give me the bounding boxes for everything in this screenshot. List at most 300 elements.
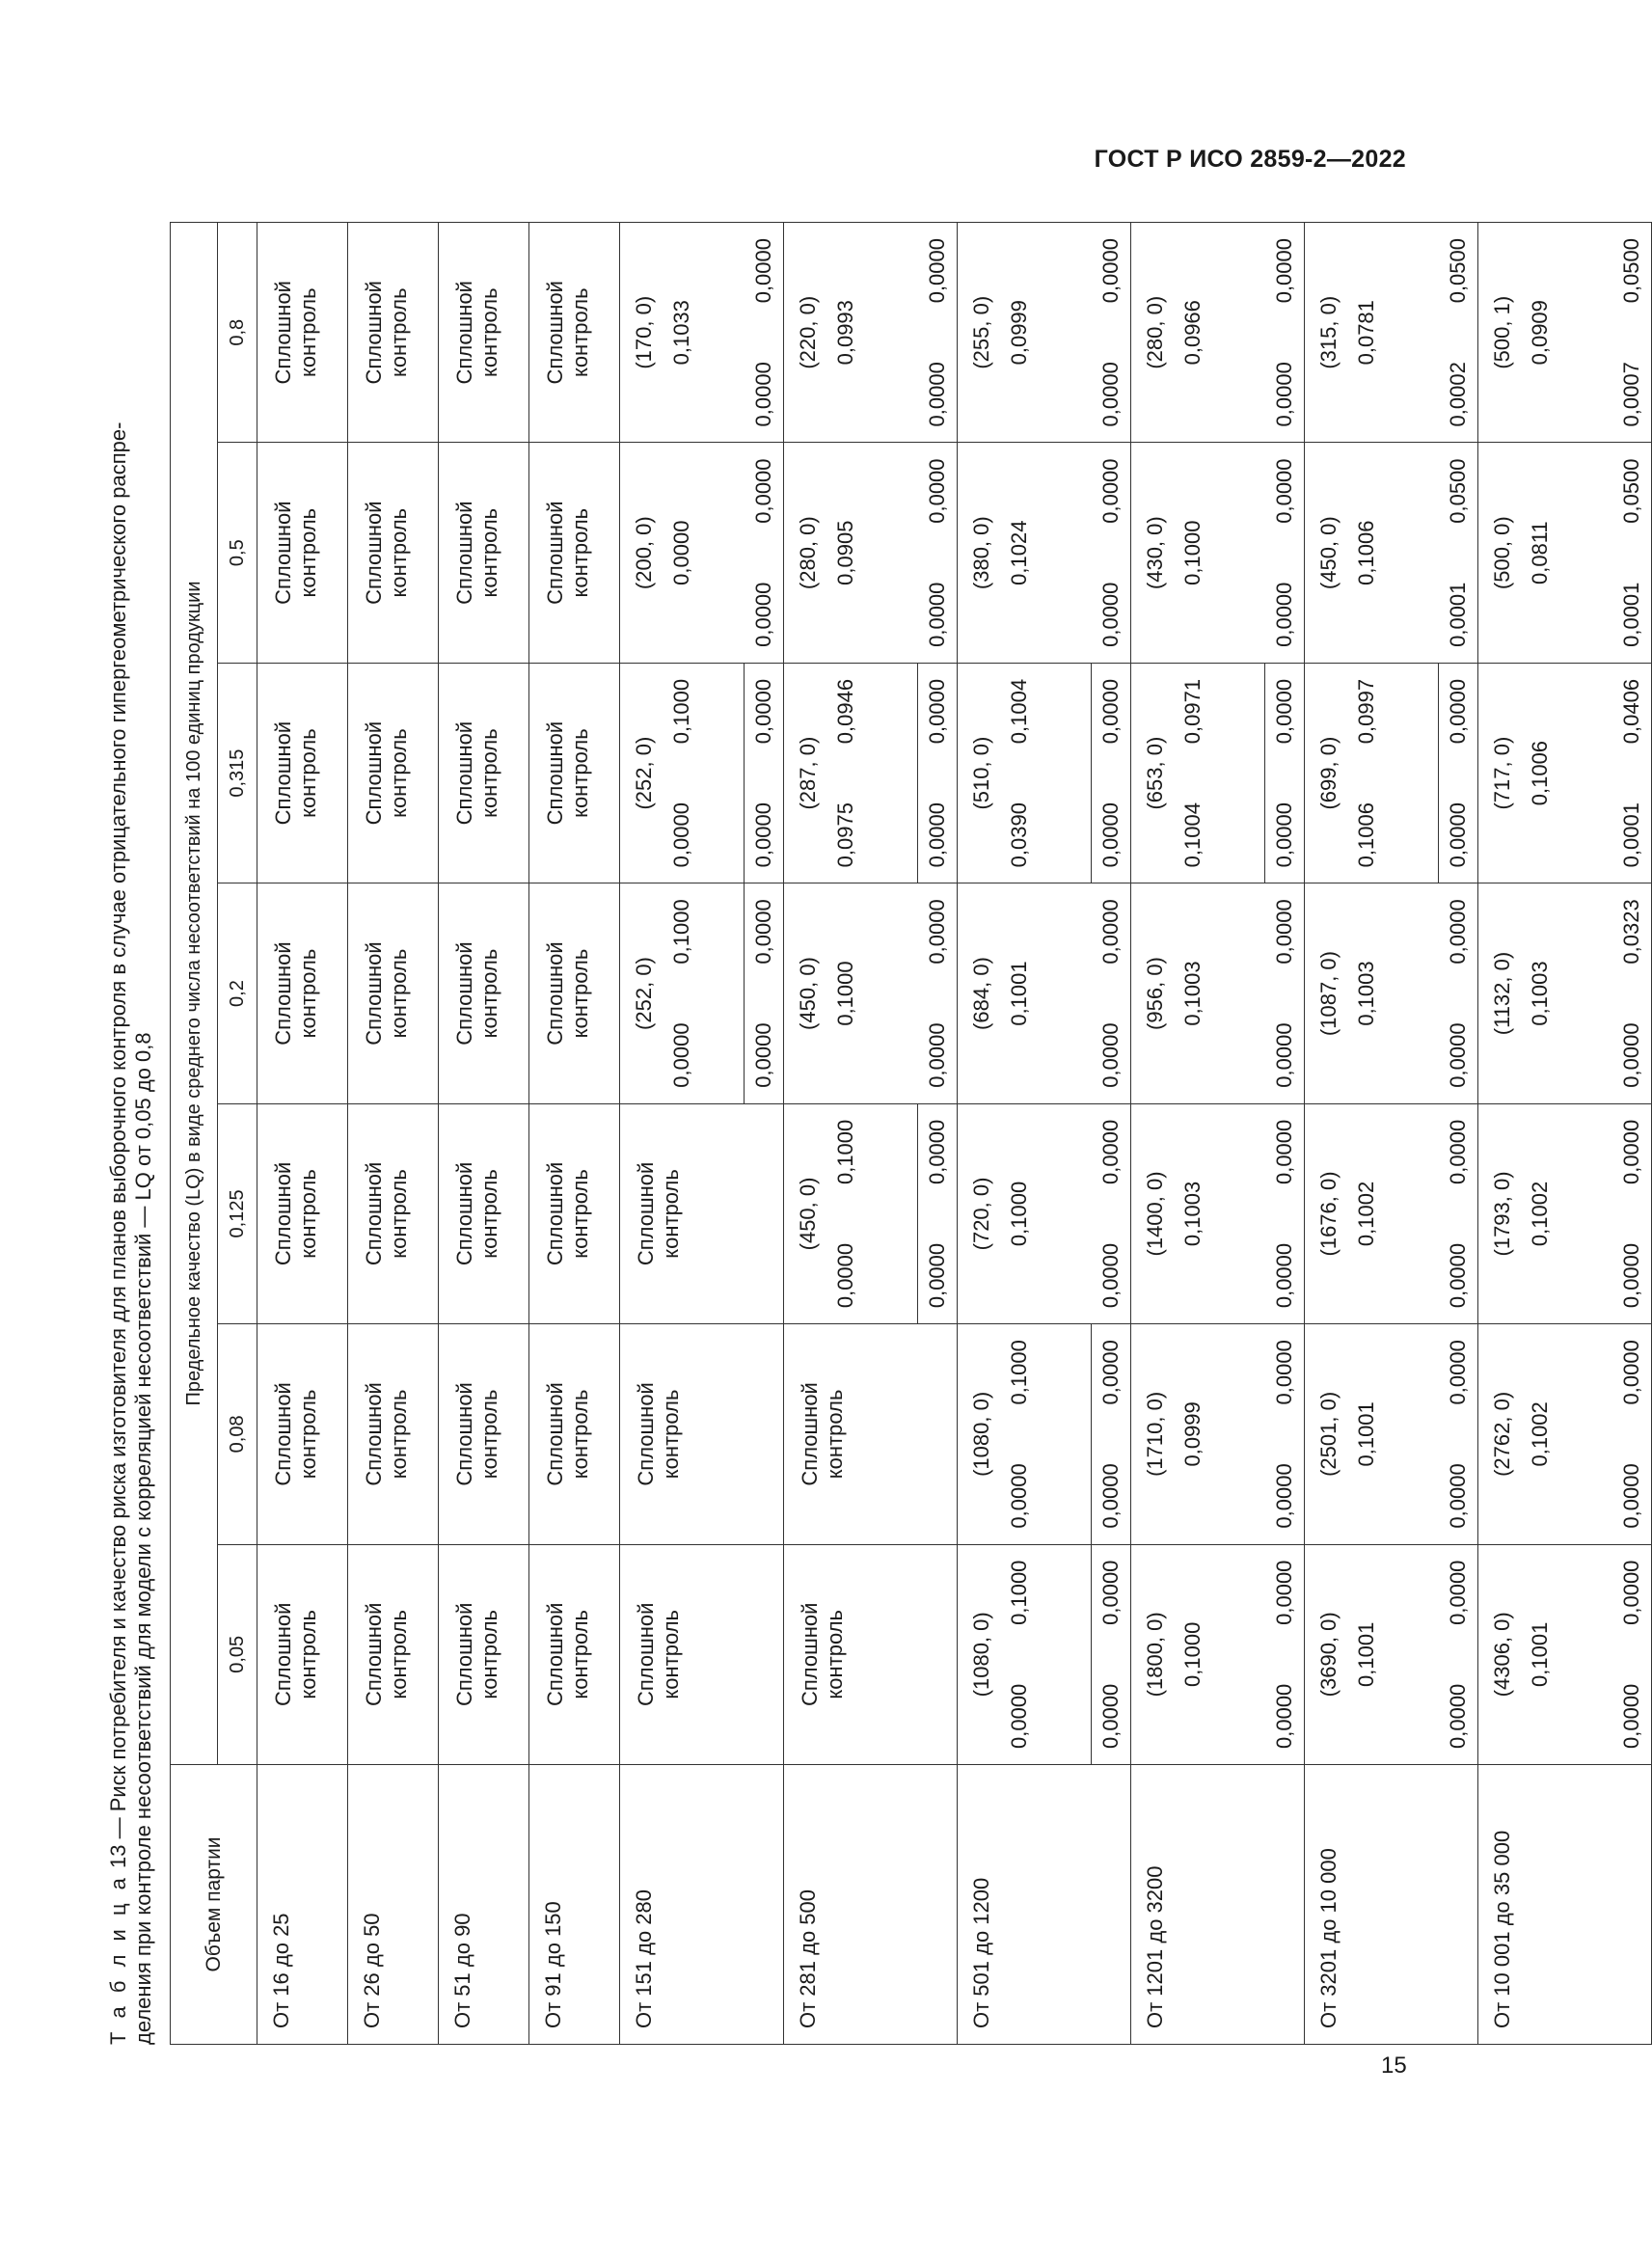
risk-value: 0,1006 xyxy=(1354,802,1378,868)
risk-values-low xyxy=(1264,664,1304,883)
risk-value: 0,0001 xyxy=(1619,582,1643,647)
risk-values-low xyxy=(1092,223,1130,442)
full-control-label xyxy=(529,1545,593,1764)
risk-value: 0,0905 xyxy=(833,520,857,585)
plan-cell xyxy=(620,223,784,443)
risk-value: 0,1003 xyxy=(1180,1181,1205,1247)
full-control-word-1: Сплошной xyxy=(452,281,476,385)
plan-cell xyxy=(784,1103,958,1323)
full-control-word-2: контроль xyxy=(296,507,320,598)
full-control-word-2: контроль xyxy=(823,1389,847,1480)
risk-values-mid xyxy=(1174,443,1212,662)
plan-cell xyxy=(439,443,529,663)
risk-value: 0,0000 xyxy=(1446,1119,1470,1185)
full-control-word-2: контроль xyxy=(387,1169,411,1259)
risk-value: 0,1004 xyxy=(1007,678,1031,745)
lq-column-header: 0,2 xyxy=(218,883,257,1103)
sampling-plan: (280, 0) xyxy=(796,516,820,590)
risk-value: 0,1001 xyxy=(1007,961,1031,1026)
risk-values-low xyxy=(744,883,783,1102)
full-control-label xyxy=(529,443,593,662)
risk-values-low xyxy=(745,223,783,442)
risk-value: 0,0966 xyxy=(1180,300,1205,366)
risk-values-mid xyxy=(1000,443,1039,662)
sampling-plan: (720, 0) xyxy=(969,1177,993,1251)
risk-values-low xyxy=(1439,1545,1477,1764)
risk-value: 0,0946 xyxy=(833,678,857,745)
risk-value: 0,1003 xyxy=(1354,961,1378,1026)
plan-cell xyxy=(348,883,439,1103)
risk-values-low xyxy=(1438,664,1477,883)
risk-values-low xyxy=(1265,1104,1304,1323)
risk-value: 0,0000 xyxy=(1272,1683,1296,1749)
full-control-label xyxy=(257,1104,321,1323)
full-control-label xyxy=(620,1324,684,1543)
sampling-plan: (1087, 0) xyxy=(1316,951,1341,1037)
risk-value: 0,0000 xyxy=(751,362,775,427)
risk-value: 0,0000 xyxy=(1272,1022,1296,1088)
risk-value: 0,0000 xyxy=(1446,899,1470,965)
sampling-plan: (956, 0) xyxy=(1143,957,1167,1030)
full-control-label xyxy=(257,664,321,883)
risk-value: 0,1003 xyxy=(1528,961,1552,1026)
risk-values-mid xyxy=(826,443,865,662)
full-control-word-1: Сплошной xyxy=(452,1382,476,1486)
full-control-word-2: контроль xyxy=(568,507,592,598)
plan-cell xyxy=(1305,883,1478,1103)
full-control-label xyxy=(439,1324,502,1543)
risk-value: 0,0000 xyxy=(1098,238,1123,304)
plan-cell xyxy=(257,443,348,663)
risk-value: 0,0909 xyxy=(1528,300,1552,366)
plan-cell xyxy=(784,1544,958,1764)
sampling-plan: (1800, 0) xyxy=(1143,1612,1167,1698)
full-control-word-2: контроль xyxy=(477,1169,501,1259)
risk-values-low xyxy=(1439,1104,1477,1323)
plan-cell xyxy=(620,1324,784,1544)
risk-value: 0,0000 xyxy=(1272,1340,1296,1405)
full-control-label xyxy=(529,883,593,1102)
risk-value: 0,0000 xyxy=(1446,1242,1470,1309)
risk-values-mid xyxy=(1347,1104,1386,1323)
lq-column-header: 0,8 xyxy=(218,223,257,443)
plan-cell xyxy=(958,443,1131,663)
full-control-word-2: контроль xyxy=(568,948,592,1039)
full-control-label xyxy=(439,1104,502,1323)
risk-values-low xyxy=(1265,223,1304,442)
sampling-plan: (252, 0) xyxy=(632,736,656,810)
full-control-word-1: Сплошной xyxy=(362,281,386,385)
risk-value: 0,0000 xyxy=(1272,678,1296,745)
plan-cell xyxy=(1305,443,1478,663)
risk-value: 0,0000 xyxy=(1619,1683,1643,1749)
risk-value: 0,0000 xyxy=(925,458,949,524)
caption-prefix: Т а б л и ц а xyxy=(106,1874,130,2045)
plan-cell xyxy=(620,1103,784,1323)
risk-value: 0,1002 xyxy=(1354,1181,1378,1247)
full-control-word-1: Сплошной xyxy=(362,501,386,605)
risk-value: 0,0000 xyxy=(669,1022,693,1088)
full-control-label xyxy=(529,1104,593,1323)
full-control-word-2: контроль xyxy=(477,948,501,1039)
standard-code: ГОСТ Р ИСО 2859-2—2022 xyxy=(1094,146,1406,173)
caption-line-1 xyxy=(106,222,131,2045)
risk-value: 0,0000 xyxy=(1098,1340,1123,1405)
plan-cell xyxy=(529,1103,620,1323)
risk-value: 0,1002 xyxy=(1528,1401,1552,1467)
risk-value: 0,0000 xyxy=(1272,802,1296,868)
risk-values-mid xyxy=(663,223,701,442)
sampling-plan: (699, 0) xyxy=(1316,736,1341,810)
lot-size-cell: От 16 до 25 xyxy=(257,1765,348,2045)
sampling-plan: (252, 0) xyxy=(632,957,656,1030)
risk-values-mid xyxy=(1521,1545,1559,1764)
risk-values-mid xyxy=(1174,1545,1212,1764)
full-control-label xyxy=(529,223,593,442)
table-row xyxy=(439,223,529,2045)
risk-value: 0,0000 xyxy=(751,1022,775,1088)
risk-value: 0,1006 xyxy=(1354,520,1378,585)
lq-column-header: 0,05 xyxy=(218,1544,257,1764)
sampling-plan: (1676, 0) xyxy=(1316,1171,1341,1257)
risk-value: 0,1000 xyxy=(1007,1560,1031,1625)
full-control-label xyxy=(620,1545,684,1764)
full-control-word-1: Сплошной xyxy=(271,1161,295,1266)
risk-values-low xyxy=(1091,664,1130,883)
risk-value: 0,0000 xyxy=(1619,1022,1643,1088)
plan-cell xyxy=(257,1324,348,1544)
full-control-word-1: Сплошной xyxy=(362,1161,386,1266)
lot-size-cell: От 26 до 50 xyxy=(348,1765,439,2045)
risk-value: 0,0000 xyxy=(751,582,775,647)
risk-value: 0,0000 xyxy=(751,899,775,965)
full-control-word-1: Сплошной xyxy=(271,1602,295,1707)
plan-cell xyxy=(439,1324,529,1544)
plan-cell xyxy=(620,663,784,883)
full-control-word-2: контроль xyxy=(659,1609,683,1699)
full-control-word-2: контроль xyxy=(387,287,411,378)
sampling-plan: (1400, 0) xyxy=(1143,1171,1167,1257)
risk-value: 0,1000 xyxy=(669,899,693,965)
risk-value: 0,0000 xyxy=(1272,362,1296,427)
risk-value: 0,0999 xyxy=(1180,1401,1205,1467)
sampling-plan: (220, 0) xyxy=(796,295,820,369)
risk-value: 0,0000 xyxy=(1272,1242,1296,1309)
table-row xyxy=(529,223,620,2045)
lq-column-header: 0,125 xyxy=(218,1103,257,1323)
table-row xyxy=(620,223,784,2045)
full-control-word-2: контроль xyxy=(296,1389,320,1480)
full-control-word-1: Сплошной xyxy=(271,1382,295,1486)
table-row xyxy=(1478,223,1652,2045)
full-control-word-1: Сплошной xyxy=(452,941,476,1046)
lq-column-header: 0,5 xyxy=(218,443,257,663)
risk-value: 0,0001 xyxy=(1446,582,1470,647)
risk-value: 0,0000 xyxy=(1098,582,1123,647)
plan-cell xyxy=(529,223,620,443)
risk-value: 0,0000 xyxy=(1446,1340,1470,1405)
lot-size-cell: От 281 до 500 xyxy=(784,1765,958,2045)
risk-values-low xyxy=(1612,1324,1651,1543)
plan-cell xyxy=(1478,883,1652,1103)
risk-values-mid xyxy=(1000,1324,1039,1543)
table-row xyxy=(784,223,958,2045)
lot-size-cell: От 151 до 280 xyxy=(620,1765,784,2045)
risk-values-low xyxy=(1612,664,1651,883)
risk-values-low xyxy=(1612,1104,1651,1323)
plan-cell xyxy=(439,1544,529,1764)
risk-values-low xyxy=(744,664,783,883)
risk-values-low xyxy=(1612,883,1651,1102)
risk-values-low xyxy=(1612,223,1651,442)
plan-cell xyxy=(620,443,784,663)
caption-line-2: деления при контроле несоответствий для модели с корреляцией несоответствий — LQ от 0,05 до 0,8 xyxy=(131,1032,155,2045)
full-control-word-2: контроль xyxy=(296,728,320,818)
risk-values-mid xyxy=(1174,1324,1212,1543)
risk-values-low xyxy=(1612,1545,1651,1764)
risk-value: 0,0000 xyxy=(1272,458,1296,524)
risk-value: 0,0971 xyxy=(1180,678,1205,745)
risk-values-mid xyxy=(1000,664,1039,883)
full-control-word-1: Сплошной xyxy=(452,1161,476,1266)
risk-value: 0,0000 xyxy=(1098,678,1123,745)
risk-values-low xyxy=(1091,1324,1130,1543)
full-control-label xyxy=(348,1324,412,1543)
plan-cell xyxy=(529,1324,620,1544)
risk-value: 0,1003 xyxy=(1180,961,1205,1026)
plan-cell xyxy=(784,443,958,663)
full-control-word-1: Сплошной xyxy=(798,1602,822,1707)
plan-cell xyxy=(1478,663,1652,883)
full-control-word-1: Сплошной xyxy=(452,501,476,605)
plan-cell xyxy=(1131,1103,1305,1323)
risk-value: 0,0000 xyxy=(751,678,775,745)
risk-value: 0,0000 xyxy=(925,1119,949,1185)
risk-value: 0,0000 xyxy=(1619,1119,1643,1185)
plan-cell xyxy=(958,1324,1131,1544)
plan-cell xyxy=(1478,223,1652,443)
sampling-plan: (1793, 0) xyxy=(1490,1171,1514,1257)
risk-values-mid xyxy=(1347,1324,1386,1543)
full-control-label xyxy=(439,443,502,662)
risk-values-mid xyxy=(663,443,701,662)
full-control-word-1: Сплошной xyxy=(634,1382,658,1486)
full-control-label xyxy=(784,1545,848,1764)
plan-cell xyxy=(784,1324,958,1544)
risk-value: 0,1001 xyxy=(1528,1621,1552,1687)
full-control-word-1: Сплошной xyxy=(543,501,567,605)
risk-value: 0,0000 xyxy=(925,238,949,304)
full-control-word-2: контроль xyxy=(659,1389,683,1480)
risk-value: 0,0000 xyxy=(669,802,693,868)
full-control-word-1: Сплошной xyxy=(543,1161,567,1266)
plan-cell xyxy=(784,883,958,1103)
plan-cell xyxy=(1478,443,1652,663)
plan-cell xyxy=(1131,1324,1305,1544)
risk-value: 0,1000 xyxy=(1007,1181,1031,1247)
risk-values-mid xyxy=(1347,1545,1386,1764)
risk-values-low xyxy=(1439,223,1477,442)
rotated-table-area xyxy=(106,222,1643,2045)
risk-value: 0,1033 xyxy=(669,300,693,366)
risk-values-mid xyxy=(1000,883,1039,1102)
risk-value: 0,0000 xyxy=(1098,1242,1123,1309)
risk-values-low xyxy=(1265,1324,1304,1543)
full-control-word-2: контроль xyxy=(296,1169,320,1259)
risk-value: 0,0000 xyxy=(925,802,949,868)
plan-cell xyxy=(348,1544,439,1764)
full-control-label xyxy=(257,443,321,662)
plan-cell xyxy=(439,883,529,1103)
risk-value: 0,1001 xyxy=(1354,1621,1378,1687)
lq-column-header: 0,08 xyxy=(218,1324,257,1544)
sampling-plan: (1710, 0) xyxy=(1143,1391,1167,1477)
risk-value: 0,0500 xyxy=(1619,238,1643,304)
risk-values-mid xyxy=(1000,1545,1039,1764)
plan-cell xyxy=(1305,1324,1478,1544)
risk-value: 0,0000 xyxy=(751,238,775,304)
full-control-word-2: контроль xyxy=(477,1389,501,1480)
sampling-plans-table xyxy=(170,222,1652,2045)
full-control-word-1: Сплошной xyxy=(634,1602,658,1707)
full-control-label xyxy=(620,1104,684,1323)
risk-values-mid xyxy=(1347,443,1386,662)
risk-values-low xyxy=(918,883,957,1102)
plan-cell xyxy=(529,663,620,883)
risk-value: 0,0000 xyxy=(1098,1022,1123,1088)
risk-value: 0,1000 xyxy=(1180,1621,1205,1687)
sampling-plan: (255, 0) xyxy=(969,295,993,369)
plan-cell xyxy=(529,443,620,663)
risk-value: 0,0000 xyxy=(1619,1560,1643,1625)
full-control-label xyxy=(257,223,321,442)
plan-cell xyxy=(958,223,1131,443)
full-control-word-2: контроль xyxy=(387,1389,411,1480)
risk-value: 0,1000 xyxy=(669,678,693,745)
risk-values-mid xyxy=(1521,664,1559,883)
full-control-word-2: контроль xyxy=(568,728,592,818)
plan-cell xyxy=(348,663,439,883)
risk-value: 0,1001 xyxy=(1354,1401,1378,1467)
risk-value: 0,0000 xyxy=(1272,1463,1296,1529)
full-control-label xyxy=(439,664,502,883)
full-control-word-1: Сплошной xyxy=(543,1602,567,1707)
sampling-plan: (450, 0) xyxy=(1316,516,1341,590)
full-control-word-2: контроль xyxy=(568,1169,592,1259)
risk-value: 0,1024 xyxy=(1007,520,1031,585)
full-control-word-2: контроль xyxy=(823,1609,847,1699)
risk-value: 0,0000 xyxy=(1619,1242,1643,1309)
risk-value: 0,1000 xyxy=(1007,1340,1031,1405)
risk-values-mid xyxy=(1174,664,1212,883)
risk-value: 0,0000 xyxy=(1272,899,1296,965)
risk-value: 0,0781 xyxy=(1354,300,1378,366)
plan-cell xyxy=(348,1103,439,1323)
risk-values-low xyxy=(745,443,783,662)
risk-value: 0,0000 xyxy=(1098,1119,1123,1185)
risk-value: 0,0811 xyxy=(1528,521,1552,585)
full-control-word-1: Сплошной xyxy=(452,720,476,826)
risk-value: 0,0500 xyxy=(1446,238,1470,304)
full-control-word-2: контроль xyxy=(568,1609,592,1699)
full-control-word-2: контроль xyxy=(296,1609,320,1699)
sampling-plan: (653, 0) xyxy=(1143,736,1167,810)
risk-value: 0,0000 xyxy=(751,458,775,524)
risk-value: 0,0000 xyxy=(1098,362,1123,427)
sampling-plan: (2501, 0) xyxy=(1316,1391,1341,1477)
sampling-plan: (4306, 0) xyxy=(1490,1612,1514,1698)
lot-size-cell: От 1201 до 3200 xyxy=(1131,1765,1305,2045)
plan-cell xyxy=(1305,223,1478,443)
risk-values-low xyxy=(1091,1545,1130,1764)
plan-cell xyxy=(257,883,348,1103)
sampling-plan: (200, 0) xyxy=(632,516,656,590)
table-row xyxy=(348,223,439,2045)
plan-cell xyxy=(1131,443,1305,663)
sampling-plan: (450, 0) xyxy=(796,1177,820,1251)
plan-cell xyxy=(257,223,348,443)
risk-values-mid xyxy=(1521,883,1559,1102)
full-control-word-1: Сплошной xyxy=(362,1602,386,1707)
risk-values-mid xyxy=(1174,223,1212,442)
plan-cell xyxy=(348,1324,439,1544)
full-control-label xyxy=(348,1545,412,1764)
plan-cell xyxy=(1131,883,1305,1103)
risk-value: 0,0000 xyxy=(1098,1683,1123,1749)
plan-cell xyxy=(257,1544,348,1764)
full-control-word-2: контроль xyxy=(477,1609,501,1699)
sampling-plan: (717, 0) xyxy=(1490,736,1514,810)
plan-cell xyxy=(1478,1324,1652,1544)
plan-cell xyxy=(529,1544,620,1764)
lot-size-cell: От 91 до 150 xyxy=(529,1765,620,2045)
risk-values-low xyxy=(917,1104,957,1323)
risk-values-low xyxy=(1265,883,1304,1102)
risk-values-mid xyxy=(1521,443,1559,662)
risk-value: 0,0000 xyxy=(1007,1683,1031,1749)
full-control-label xyxy=(439,223,502,442)
risk-value: 0,0000 xyxy=(1272,582,1296,647)
full-control-word-1: Сплошной xyxy=(543,1382,567,1486)
risk-value: 0,0000 xyxy=(1007,1463,1031,1529)
risk-value: 0,0002 xyxy=(1446,362,1470,427)
plan-cell xyxy=(958,1544,1131,1764)
risk-values-low xyxy=(1439,1324,1477,1543)
risk-value: 0,0000 xyxy=(1098,899,1123,965)
risk-value: 0,0000 xyxy=(1446,1463,1470,1529)
risk-values-mid xyxy=(826,223,865,442)
risk-value: 0,0000 xyxy=(1098,1560,1123,1625)
risk-value: 0,1002 xyxy=(1528,1181,1552,1247)
lot-size-header: Объем партии xyxy=(171,1765,257,2045)
risk-values-mid xyxy=(1000,223,1039,442)
full-control-word-1: Сплошной xyxy=(271,281,295,385)
sampling-plan: (170, 0) xyxy=(632,295,656,369)
risk-values-mid xyxy=(663,883,701,1102)
risk-values-mid xyxy=(826,883,865,1102)
risk-values-mid xyxy=(1174,883,1212,1102)
risk-value: 0,0406 xyxy=(1619,678,1643,745)
table-row xyxy=(257,223,348,2045)
risk-value: 0,0000 xyxy=(1098,802,1123,868)
full-control-word-1: Сплошной xyxy=(543,720,567,826)
full-control-word-1: Сплошной xyxy=(798,1382,822,1486)
risk-value: 0,0000 xyxy=(925,582,949,647)
sampling-plan: (380, 0) xyxy=(969,516,993,590)
risk-value: 0,0500 xyxy=(1619,458,1643,524)
table-caption xyxy=(106,222,156,2045)
plan-cell xyxy=(1478,1103,1652,1323)
